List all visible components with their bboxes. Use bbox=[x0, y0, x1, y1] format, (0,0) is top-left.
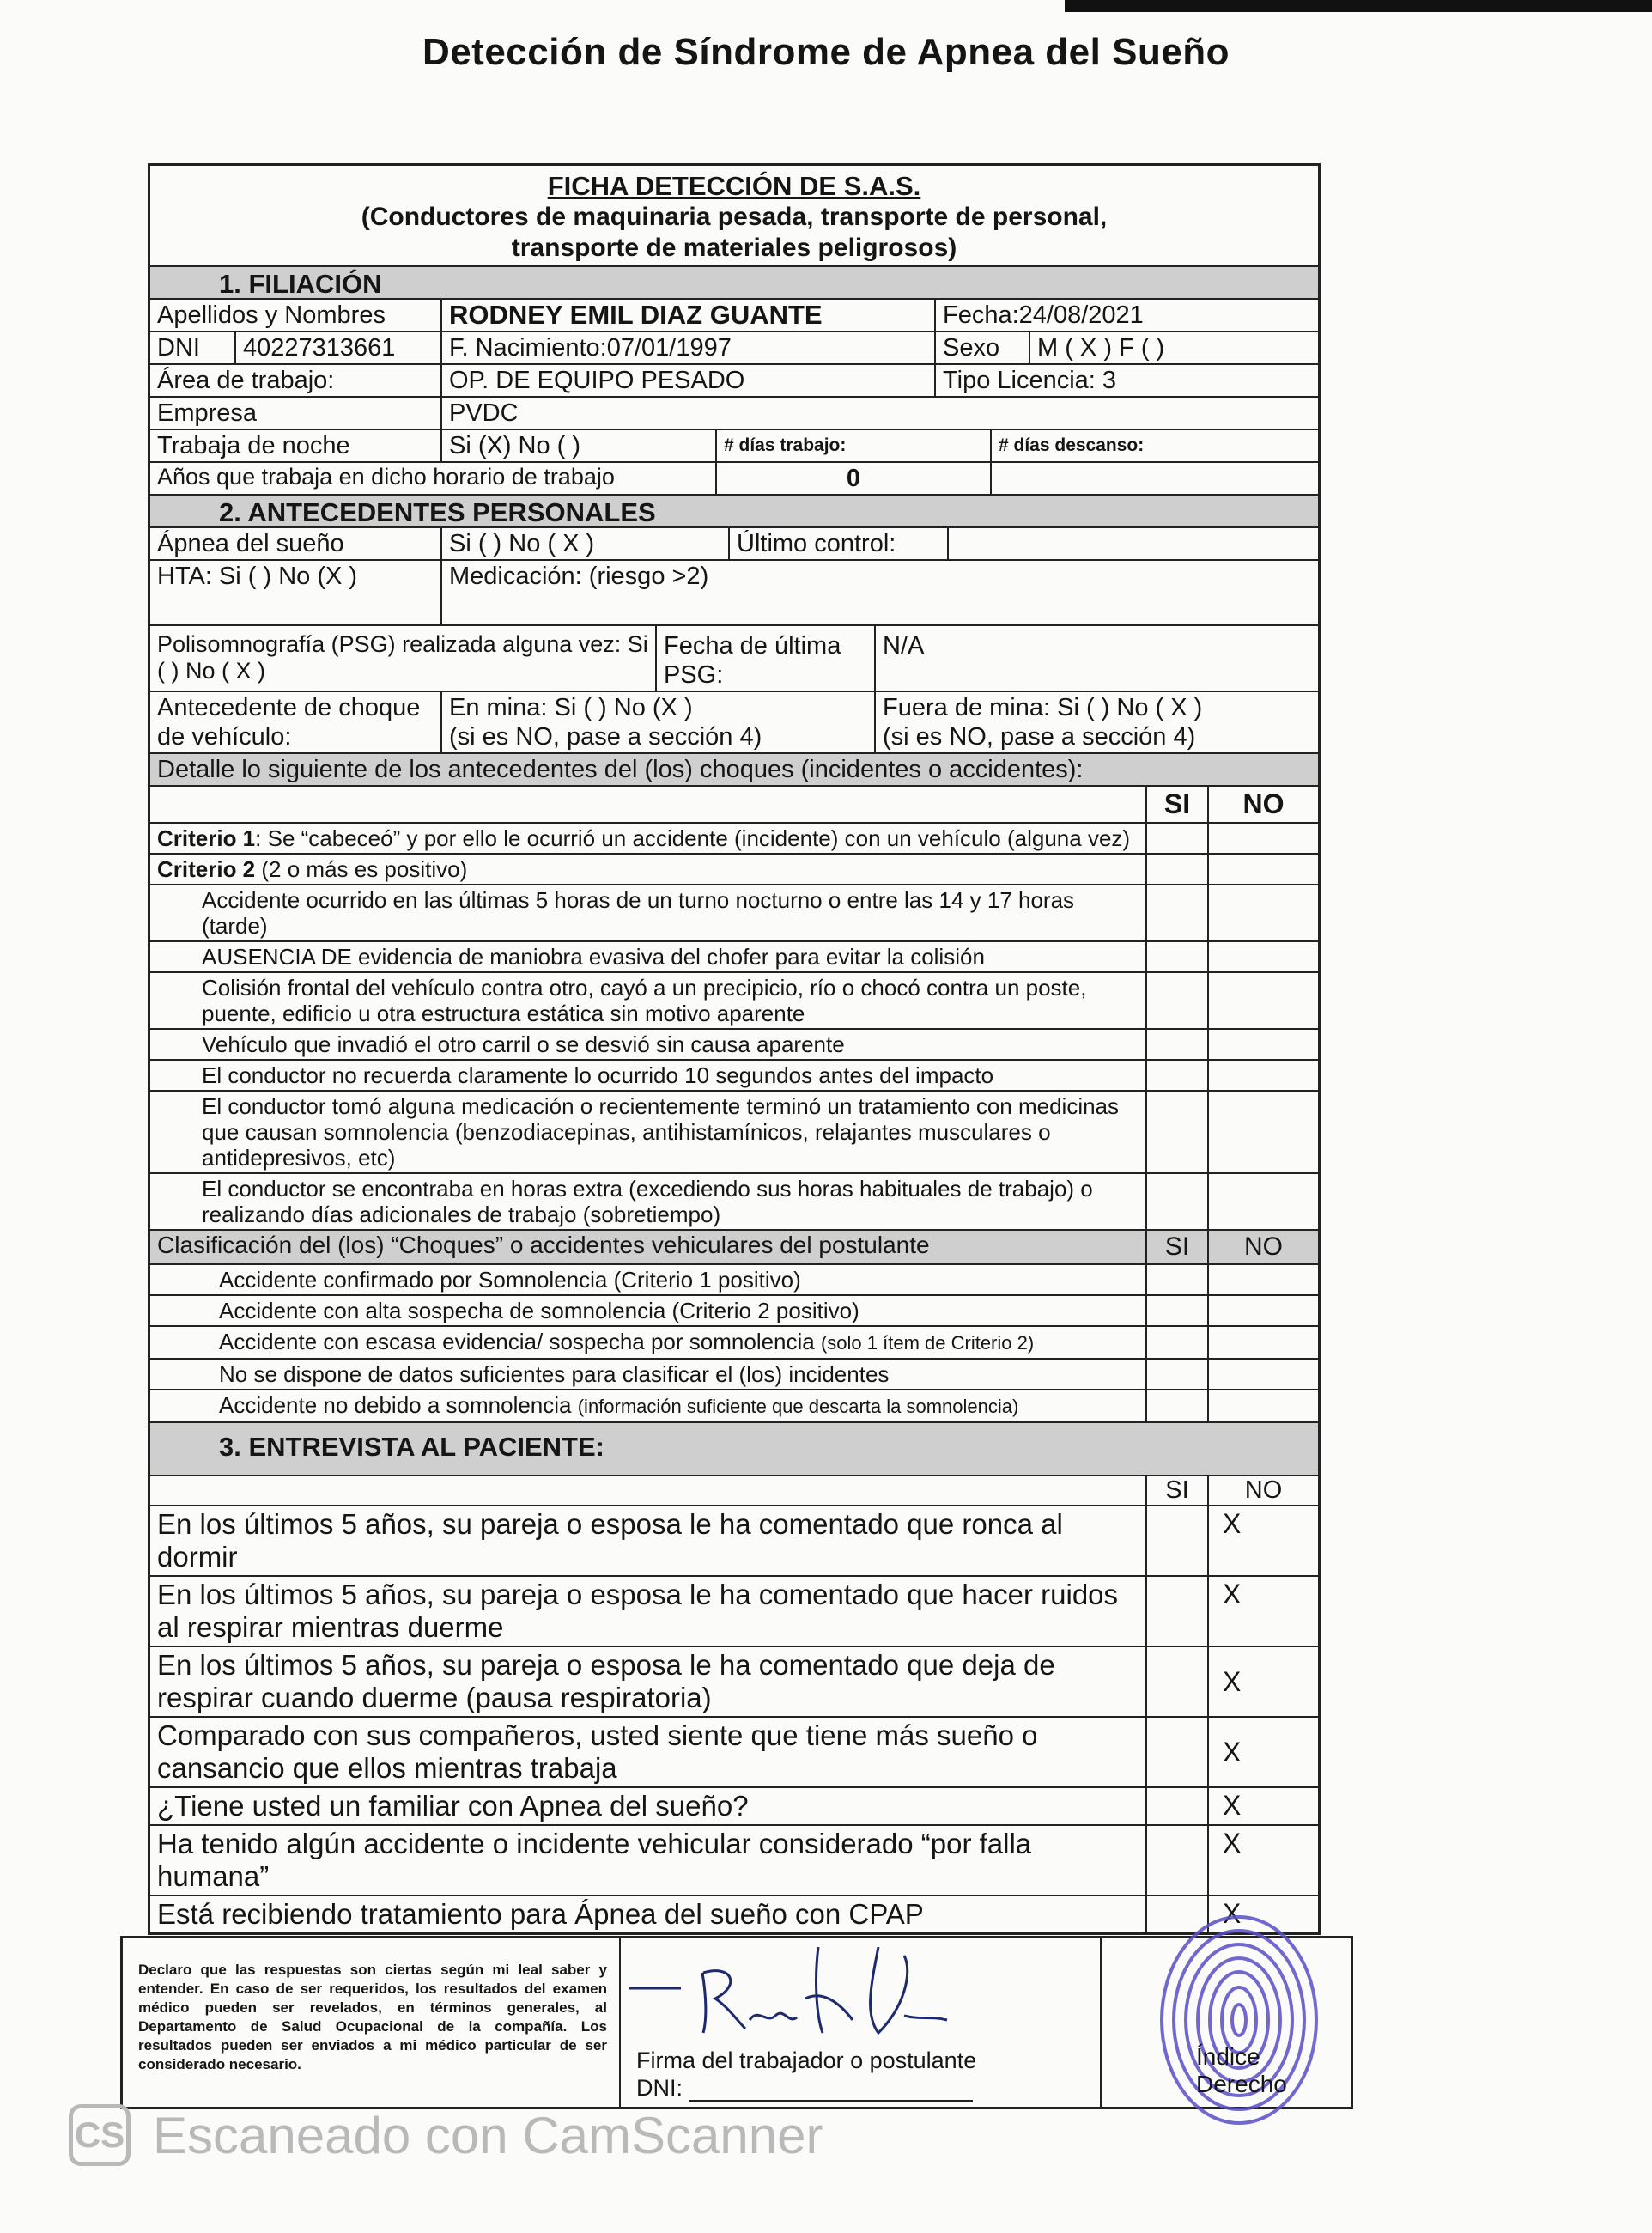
clasificacion-row bbox=[150, 1390, 1318, 1422]
clasificacion-si[interactable] bbox=[1146, 1326, 1208, 1359]
col-no-header: NO bbox=[1208, 787, 1318, 823]
entrevista-row bbox=[150, 1825, 1318, 1895]
criterios-header-row bbox=[150, 787, 1318, 823]
thumbprint-cell bbox=[1102, 1938, 1351, 2107]
criterio2-item-no[interactable] bbox=[1208, 1173, 1318, 1230]
criterio2-item-si[interactable] bbox=[1146, 941, 1208, 972]
clasificacion-row bbox=[150, 1264, 1318, 1295]
criterio1-desc: : Se “cabeceó” y por ello le ocurrió un accidente (incidente) con un vehículo (alguna vez) bbox=[255, 825, 1131, 851]
signature-scribble bbox=[621, 1938, 981, 2050]
sexo-label: Sexo bbox=[936, 332, 1030, 363]
entrevista-no[interactable]: X bbox=[1208, 1576, 1318, 1646]
signature-block bbox=[120, 1936, 1353, 2109]
name-row bbox=[150, 300, 1318, 332]
entrevista-header-blank bbox=[150, 1475, 1146, 1506]
section2-header: 2. ANTECEDENTES PERSONALES bbox=[150, 496, 1318, 528]
anios-row bbox=[150, 463, 1318, 496]
criterio2-item-row bbox=[150, 1060, 1318, 1091]
criterio2-item-row bbox=[150, 885, 1318, 941]
entrevista-header-row bbox=[150, 1475, 1318, 1506]
criterio2-item-row bbox=[150, 972, 1318, 1029]
apnea-label: Ápnea del sueño bbox=[150, 528, 442, 559]
clasificacion-si[interactable] bbox=[1146, 1264, 1208, 1295]
apnea-row bbox=[150, 528, 1318, 561]
firma-label-block bbox=[636, 2047, 976, 2102]
choque-label: Antecedente de choque de vehículo: bbox=[150, 692, 442, 752]
criterio2-item-si[interactable] bbox=[1146, 885, 1208, 941]
clasificacion-no[interactable] bbox=[1208, 1264, 1318, 1295]
entrevista-row bbox=[150, 1787, 1318, 1825]
thumbprint-icon bbox=[1153, 1904, 1325, 2136]
criterio1-row bbox=[150, 823, 1318, 854]
medicacion-label: Medicación: (riesgo >2) bbox=[449, 563, 709, 590]
entrevista-si[interactable] bbox=[1146, 1646, 1208, 1717]
entrevista-question: Está recibiendo tratamiento para Ápnea del sueño con CPAP bbox=[150, 1895, 1146, 1932]
noche-label: Trabaja de noche bbox=[150, 430, 442, 461]
clasificacion-header: Clasificación del (los) “Choques” o accidentes vehiculares del postulante bbox=[150, 1230, 1146, 1264]
entrevista-si[interactable] bbox=[1146, 1825, 1208, 1895]
entrevista-question: En los últimos 5 años, su pareja o esposa le ha comentado que deja de respirar cuando duerme (pausa respiratoria) bbox=[150, 1646, 1146, 1717]
criterio2-no[interactable] bbox=[1208, 854, 1318, 885]
entrevista-si-header: SI bbox=[1146, 1475, 1208, 1506]
clasificacion-item bbox=[150, 1264, 1146, 1295]
entrevista-row bbox=[150, 1717, 1318, 1787]
psg-row bbox=[150, 626, 1318, 692]
entrevista-no[interactable]: X bbox=[1223, 1898, 1242, 1929]
choque-row bbox=[150, 692, 1318, 754]
criterio1-no[interactable] bbox=[1208, 823, 1318, 854]
entrevista-no[interactable]: X bbox=[1208, 1825, 1318, 1895]
criterio2-item-si[interactable] bbox=[1146, 1060, 1208, 1091]
criterio2-item-si[interactable] bbox=[1146, 1173, 1208, 1230]
hta-value: HTA: Si ( ) No (X ) bbox=[150, 561, 442, 624]
camscanner-footer bbox=[69, 2104, 823, 2166]
licencia-value: Tipo Licencia: 3 bbox=[943, 367, 1117, 394]
entrevista-row bbox=[150, 1646, 1318, 1717]
noche-value: Si (X) No ( ) bbox=[442, 430, 717, 461]
document-title: Detección de Síndrome de Apnea del Sueño bbox=[422, 31, 1230, 73]
criterio2-item: Colisión frontal del vehículo contra otro, cayó a un precipicio, río o chocó contra un poste, puente, edificio u otra estructura estática sin motivo aparente bbox=[150, 972, 1146, 1029]
criterio2-item: El conductor tomó alguna medicación o recientemente terminó un tratamiento con medicinas que causan somnolencia (benzodiacepinas, antihistamínicos, relajantes musculares o antidepresivos, etc) bbox=[150, 1091, 1146, 1173]
clasificacion-row bbox=[150, 1326, 1318, 1359]
camscanner-logo-icon: CS bbox=[69, 2104, 131, 2166]
fecha-value: Fecha:24/08/2021 bbox=[943, 301, 1144, 329]
criterio2-desc: (2 o más es positivo) bbox=[255, 856, 468, 882]
form-title-band bbox=[150, 166, 1318, 267]
anios-empty bbox=[992, 463, 1318, 494]
form-subtitle-2: transporte de materiales peligrosos) bbox=[511, 234, 957, 262]
criterio2-item-row bbox=[150, 1029, 1318, 1060]
criterio2-item-row bbox=[150, 941, 1318, 972]
form-title: FICHA DETECCIÓN DE S.A.S. bbox=[547, 171, 921, 201]
entrevista-no[interactable]: X bbox=[1208, 1506, 1318, 1576]
area-label: Área de trabajo: bbox=[150, 365, 442, 396]
dias-trabajo-label: # días trabajo: bbox=[717, 430, 992, 461]
entrevista-no[interactable]: X bbox=[1208, 1717, 1318, 1787]
entrevista-si[interactable] bbox=[1146, 1576, 1208, 1646]
anios-label: Años que trabaja en dicho horario de trabajo bbox=[150, 463, 717, 494]
entrevista-no[interactable]: X bbox=[1208, 1787, 1318, 1825]
camscanner-text: Escaneado con CamScanner bbox=[153, 2106, 823, 2164]
entrevista-question: Ha tenido algún accidente o incidente vehicular considerado “por falla humana” bbox=[150, 1825, 1146, 1895]
criterio1-si[interactable] bbox=[1146, 823, 1208, 854]
criterio2-item: Accidente ocurrido en las últimas 5 horas de un turno nocturno o entre las 14 y 17 horas (tarde) bbox=[150, 885, 1146, 941]
criterio2-item-no[interactable] bbox=[1208, 1091, 1318, 1173]
entrevista-table bbox=[150, 1475, 1318, 1932]
clasificacion-item bbox=[150, 1295, 1146, 1326]
criterios-table bbox=[150, 787, 1318, 1423]
criterio2-row bbox=[150, 854, 1318, 885]
entrevista-no[interactable]: X bbox=[1208, 1646, 1318, 1717]
clasificacion-si-header: SI bbox=[1146, 1230, 1208, 1264]
clasificacion-text: Accidente con alta sospecha de somnolencia (Criterio 2 positivo) bbox=[219, 1298, 859, 1323]
clasificacion-no[interactable] bbox=[1208, 1295, 1318, 1326]
signature-cell bbox=[621, 1938, 1102, 2107]
clasificacion-text: Accidente no debido a somnolencia bbox=[219, 1392, 578, 1418]
clasificacion-no[interactable] bbox=[1208, 1326, 1318, 1359]
criterio2-item-no[interactable] bbox=[1208, 941, 1318, 972]
criterio2-item-row bbox=[150, 1173, 1318, 1230]
sas-form bbox=[148, 163, 1321, 1935]
criterio2-item-row bbox=[150, 1091, 1318, 1173]
en-mina-note: (si es NO, pase a sección 4) bbox=[449, 723, 762, 751]
criterio2-item: Vehículo que invadió el otro carril o se desvió sin causa aparente bbox=[150, 1029, 1146, 1060]
entrevista-question: En los últimos 5 años, su pareja o esposa le ha comentado que hacer ruidos al respirar mientras duerme bbox=[150, 1576, 1146, 1646]
clasificacion-row bbox=[150, 1359, 1318, 1390]
fuera-mina-value: Fuera de mina: Si ( ) No ( X ) bbox=[883, 694, 1203, 721]
firma-label: Firma del trabajador o postulante bbox=[636, 2047, 977, 2073]
dni-signature-label: DNI: bbox=[636, 2075, 683, 2101]
criterio2-item: El conductor se encontraba en horas extra (excediendo sus horas habituales de trabajo) o realizando días adicionales de trabajo (sobretiempo) bbox=[150, 1173, 1146, 1230]
clasificacion-header-row bbox=[150, 1230, 1318, 1264]
criterio2-item-no[interactable] bbox=[1208, 1060, 1318, 1091]
dni-row bbox=[150, 332, 1318, 365]
clasificacion-si[interactable] bbox=[1146, 1390, 1208, 1422]
ultimo-control-value bbox=[949, 528, 1318, 559]
entrevista-si[interactable] bbox=[1146, 1717, 1208, 1787]
area-value: OP. DE EQUIPO PESADO bbox=[442, 365, 936, 396]
criterio2-item: El conductor no recuerda claramente lo ocurrido 10 segundos antes del impacto bbox=[150, 1060, 1146, 1091]
anios-value: 0 bbox=[717, 463, 992, 494]
fuera-mina-cell bbox=[876, 692, 1318, 752]
ultimo-control-label: Último control: bbox=[730, 528, 949, 559]
entrevista-si[interactable] bbox=[1146, 1506, 1208, 1576]
name-value: RODNEY EMIL DIAZ GUANTE bbox=[442, 300, 936, 331]
dias-descanso-label: # días descanso: bbox=[999, 435, 1145, 455]
clasificacion-no[interactable] bbox=[1208, 1390, 1318, 1422]
criterio1-text bbox=[150, 823, 1146, 854]
fecha-psg-label: Fecha de última PSG: bbox=[657, 626, 876, 691]
entrevista-question: En los últimos 5 años, su pareja o esposa le ha comentado que ronca al dormir bbox=[150, 1506, 1146, 1576]
dni-signature-row bbox=[636, 2074, 976, 2102]
clasificacion-item bbox=[150, 1390, 1146, 1422]
criterios-header-blank bbox=[150, 787, 1146, 823]
detalle-label: Detalle lo siguiente de los antecedentes del (los) choques (incidentes o accidentes): bbox=[157, 756, 1084, 783]
criterio2-si[interactable] bbox=[1146, 854, 1208, 885]
criterio2-item-si[interactable] bbox=[1146, 1091, 1208, 1173]
psg-value: N/A bbox=[883, 632, 925, 660]
criterio1-label: Criterio 1 bbox=[157, 825, 256, 851]
dni-signature-line bbox=[689, 2079, 973, 2102]
clasificacion-item bbox=[150, 1359, 1146, 1390]
entrevista-row bbox=[150, 1506, 1318, 1576]
en-mina-cell bbox=[442, 692, 876, 752]
clasificacion-text: No se dispone de datos suficientes para clasificar el (los) incidentes bbox=[219, 1361, 890, 1387]
hta-row bbox=[150, 561, 1318, 626]
clasificacion-no-header: NO bbox=[1208, 1230, 1318, 1264]
form-subtitle-1: (Conductores de maquinaria pesada, transporte de personal, bbox=[361, 203, 1108, 231]
criterio2-item-si[interactable] bbox=[1146, 972, 1208, 1029]
en-mina-value: En mina: Si ( ) No (X ) bbox=[449, 694, 693, 721]
fuera-mina-note: (si es NO, pase a sección 4) bbox=[883, 723, 1196, 751]
entrevista-row bbox=[150, 1895, 1318, 1932]
nacimiento-value: F. Nacimiento:07/01/1997 bbox=[442, 332, 936, 363]
entrevista-no-header: NO bbox=[1208, 1475, 1318, 1506]
detalle-row bbox=[150, 754, 1318, 787]
entrevista-question: Comparado con sus compañeros, usted siente que tiene más sueño o cansancio que ellos mientras trabaja bbox=[150, 1717, 1146, 1787]
psg-label: Polisomnografía (PSG) realizada alguna vez: Si ( ) No ( X ) bbox=[150, 626, 657, 691]
section1-header: 1. FILIACIÓN bbox=[150, 267, 1318, 300]
noche-row bbox=[150, 430, 1318, 463]
clasificacion-si[interactable] bbox=[1146, 1295, 1208, 1326]
empresa-row bbox=[150, 398, 1318, 430]
col-si-header: SI bbox=[1146, 787, 1208, 823]
criterio2-text bbox=[150, 854, 1146, 885]
empresa-value: PVDC bbox=[449, 399, 519, 427]
declaration-text: Declaro que las respuestas son ciertas según mi leal saber y entender. En caso de ser requeridos, los resultados del examen médico pueden ser revelados, en términos generales, al Departamento de Salud Ocupacional de la compañía. Los resultados pueden ser enviados a mi médico particular de ser considerado necesario. bbox=[123, 1938, 621, 2107]
entrevista-si[interactable] bbox=[1146, 1787, 1208, 1825]
clasificacion-note: (solo 1 ítem de Criterio 2) bbox=[820, 1332, 1035, 1354]
clasificacion-no[interactable] bbox=[1208, 1359, 1318, 1390]
criterio2-item-no[interactable] bbox=[1208, 972, 1318, 1029]
clasificacion-si[interactable] bbox=[1146, 1359, 1208, 1390]
indice-label: Índice Derecho bbox=[1196, 2043, 1287, 2097]
entrevista-question: ¿Tiene usted un familiar con Apnea del sueño? bbox=[150, 1787, 1146, 1825]
name-label: Apellidos y Nombres bbox=[150, 300, 442, 331]
clasificacion-row bbox=[150, 1295, 1318, 1326]
criterio2-item: AUSENCIA DE evidencia de maniobra evasiva del chofer para evitar la colisión bbox=[150, 941, 1146, 972]
area-row bbox=[150, 365, 1318, 398]
dni-label: DNI bbox=[150, 332, 236, 363]
criterio2-item-no[interactable] bbox=[1208, 885, 1318, 941]
dni-value: 40227313661 bbox=[236, 332, 442, 363]
clasificacion-text: Accidente confirmado por Somnolencia (Criterio 1 positivo) bbox=[219, 1267, 801, 1293]
clasificacion-item bbox=[150, 1326, 1146, 1359]
section3-header: 3. ENTREVISTA AL PACIENTE: bbox=[150, 1423, 1318, 1475]
scan-edge-line bbox=[1065, 0, 1652, 12]
entrevista-row bbox=[150, 1576, 1318, 1646]
apnea-value: Si ( ) No ( X ) bbox=[442, 528, 730, 559]
empresa-label: Empresa bbox=[150, 398, 442, 429]
criterio2-item-si[interactable] bbox=[1146, 1029, 1208, 1060]
clasificacion-text: Accidente con escasa evidencia/ sospecha por somnolencia bbox=[219, 1329, 821, 1354]
sexo-value: M ( X ) F ( ) bbox=[1037, 334, 1165, 362]
criterio2-item-no[interactable] bbox=[1208, 1029, 1318, 1060]
criterio2-label: Criterio 2 bbox=[157, 856, 256, 882]
clasificacion-note: (información suficiente que descarta la somnolencia) bbox=[577, 1396, 1019, 1417]
